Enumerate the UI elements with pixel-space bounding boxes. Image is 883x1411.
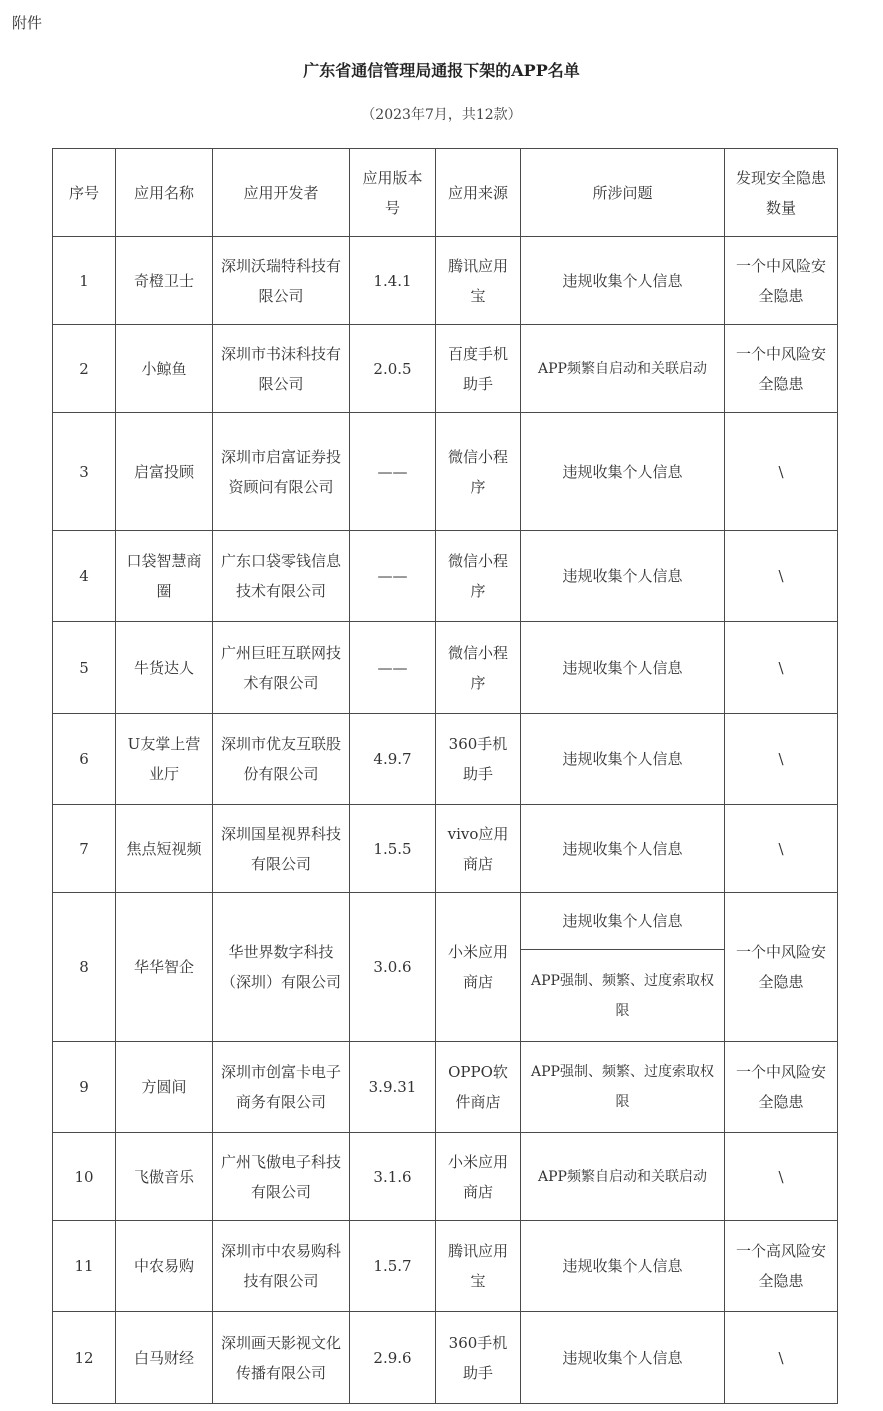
cell-version: 2.0.5 (350, 325, 436, 413)
cell-developer: 深圳沃瑞特科技有限公司 (213, 237, 350, 325)
cell-risk: 一个中风险安全隐患 (725, 237, 838, 325)
cell-developer: 华世界数字科技（深圳）有限公司 (213, 893, 350, 1042)
cell-version: 3.1.6 (350, 1133, 436, 1221)
cell-app-name: 启富投顾 (116, 413, 213, 531)
cell-risk: \ (725, 1133, 838, 1221)
cell-no: 1 (53, 237, 116, 325)
cell-developer: 深圳市中农易购科技有限公司 (213, 1221, 350, 1312)
cell-issue: 违规收集个人信息 (521, 805, 725, 893)
cell-app-name: 口袋智慧商圈 (116, 531, 213, 622)
cell-risk: \ (725, 413, 838, 531)
cell-risk: \ (725, 531, 838, 622)
cell-no: 5 (53, 622, 116, 714)
table-header-row (53, 149, 838, 237)
header-issue: 所涉问题 (521, 149, 725, 237)
cell-no: 10 (53, 1133, 116, 1221)
cell-version: 2.9.6 (350, 1312, 436, 1404)
cell-source: 腾讯应用宝 (436, 237, 521, 325)
document-title: 广东省通信管理局通报下架的APP名单 (303, 61, 580, 80)
header-developer: 应用开发者 (213, 149, 350, 237)
table-row (53, 237, 838, 325)
cell-source: 小米应用商店 (436, 893, 521, 1042)
cell-risk: \ (725, 805, 838, 893)
cell-source: vivo应用商店 (436, 805, 521, 893)
cell-risk: 一个中风险安全隐患 (725, 325, 838, 413)
cell-developer: 深圳画天影视文化传播有限公司 (213, 1312, 350, 1404)
cell-version: 4.9.7 (350, 714, 436, 805)
cell-version: 1.4.1 (350, 237, 436, 325)
cell-source: 小米应用商店 (436, 1133, 521, 1221)
header-app-name: 应用名称 (116, 149, 213, 237)
cell-version: 3.0.6 (350, 893, 436, 1042)
cell-issue: APP频繁自启动和关联启动 (521, 325, 725, 413)
table-row (53, 413, 838, 531)
cell-source: 微信小程序 (436, 531, 521, 622)
cell-risk: \ (725, 714, 838, 805)
cell-risk: 一个中风险安全隐患 (725, 1042, 838, 1133)
cell-issue: APP强制、频繁、过度索取权限 (521, 1042, 725, 1133)
cell-no: 6 (53, 714, 116, 805)
cell-risk: \ (725, 1312, 838, 1404)
document-subtitle: （2023年7月，共12款） (361, 107, 522, 123)
cell-developer: 广州飞傲电子科技有限公司 (213, 1133, 350, 1221)
cell-version: 3.9.31 (350, 1042, 436, 1133)
cell-risk: \ (725, 622, 838, 714)
table-row (53, 1221, 838, 1312)
cell-no: 9 (53, 1042, 116, 1133)
table-row (53, 1133, 838, 1221)
cell-issue-secondary: APP强制、频繁、过度索取权限 (521, 950, 725, 1042)
cell-issue: 违规收集个人信息 (521, 1221, 725, 1312)
header-source: 应用来源 (436, 149, 521, 237)
table-row (53, 893, 838, 950)
cell-source: 微信小程序 (436, 622, 521, 714)
cell-app-name: 牛货达人 (116, 622, 213, 714)
header-risk-count: 发现安全隐患数量 (725, 149, 838, 237)
cell-app-name: 中农易购 (116, 1221, 213, 1312)
cell-issue: 违规收集个人信息 (521, 893, 725, 950)
cell-app-name: 焦点短视频 (116, 805, 213, 893)
table-row (53, 714, 838, 805)
cell-issue: APP频繁自启动和关联启动 (521, 1133, 725, 1221)
cell-source: 微信小程序 (436, 413, 521, 531)
cell-app-name: 奇橙卫士 (116, 237, 213, 325)
cell-version: —— (350, 413, 436, 531)
cell-app-name: 飞傲音乐 (116, 1133, 213, 1221)
cell-source: 360手机助手 (436, 1312, 521, 1404)
attachment-label: 附件 (12, 14, 43, 32)
cell-issue: 违规收集个人信息 (521, 622, 725, 714)
cell-developer: 深圳市书沫科技有限公司 (213, 325, 350, 413)
cell-source: 百度手机助手 (436, 325, 521, 413)
cell-app-name: U友掌上营业厅 (116, 714, 213, 805)
cell-developer: 广东口袋零钱信息技术有限公司 (213, 531, 350, 622)
cell-no: 4 (53, 531, 116, 622)
cell-source: OPPO软件商店 (436, 1042, 521, 1133)
cell-issue: 违规收集个人信息 (521, 1312, 725, 1404)
cell-app-name: 小鲸鱼 (116, 325, 213, 413)
cell-no: 11 (53, 1221, 116, 1312)
cell-developer: 深圳国星视界科技有限公司 (213, 805, 350, 893)
table-row (53, 622, 838, 714)
cell-version: —— (350, 531, 436, 622)
cell-version: —— (350, 622, 436, 714)
app-list-table (52, 148, 838, 1404)
cell-issue: 违规收集个人信息 (521, 531, 725, 622)
cell-risk: 一个高风险安全隐患 (725, 1221, 838, 1312)
cell-version: 1.5.7 (350, 1221, 436, 1312)
cell-developer: 深圳市创富卡电子商务有限公司 (213, 1042, 350, 1133)
table-row (53, 805, 838, 893)
table-row (53, 1042, 838, 1133)
cell-risk: 一个中风险安全隐患 (725, 893, 838, 1042)
cell-developer: 深圳市优友互联股份有限公司 (213, 714, 350, 805)
cell-developer: 深圳市启富证券投资顾问有限公司 (213, 413, 350, 531)
cell-developer: 广州巨旺互联网技术有限公司 (213, 622, 350, 714)
table-row (53, 531, 838, 622)
table-row (53, 325, 838, 413)
cell-version: 1.5.5 (350, 805, 436, 893)
cell-app-name: 华华智企 (116, 893, 213, 1042)
cell-app-name: 白马财经 (116, 1312, 213, 1404)
cell-source: 腾讯应用宝 (436, 1221, 521, 1312)
cell-source: 360手机助手 (436, 714, 521, 805)
header-version: 应用版本号 (350, 149, 436, 237)
cell-issue: 违规收集个人信息 (521, 237, 725, 325)
cell-no: 8 (53, 893, 116, 1042)
cell-issue: 违规收集个人信息 (521, 413, 725, 531)
cell-app-name: 方圆间 (116, 1042, 213, 1133)
cell-no: 3 (53, 413, 116, 531)
header-no: 序号 (53, 149, 116, 237)
cell-issue: 违规收集个人信息 (521, 714, 725, 805)
table-row (53, 1312, 838, 1404)
cell-no: 7 (53, 805, 116, 893)
cell-no: 12 (53, 1312, 116, 1404)
cell-no: 2 (53, 325, 116, 413)
